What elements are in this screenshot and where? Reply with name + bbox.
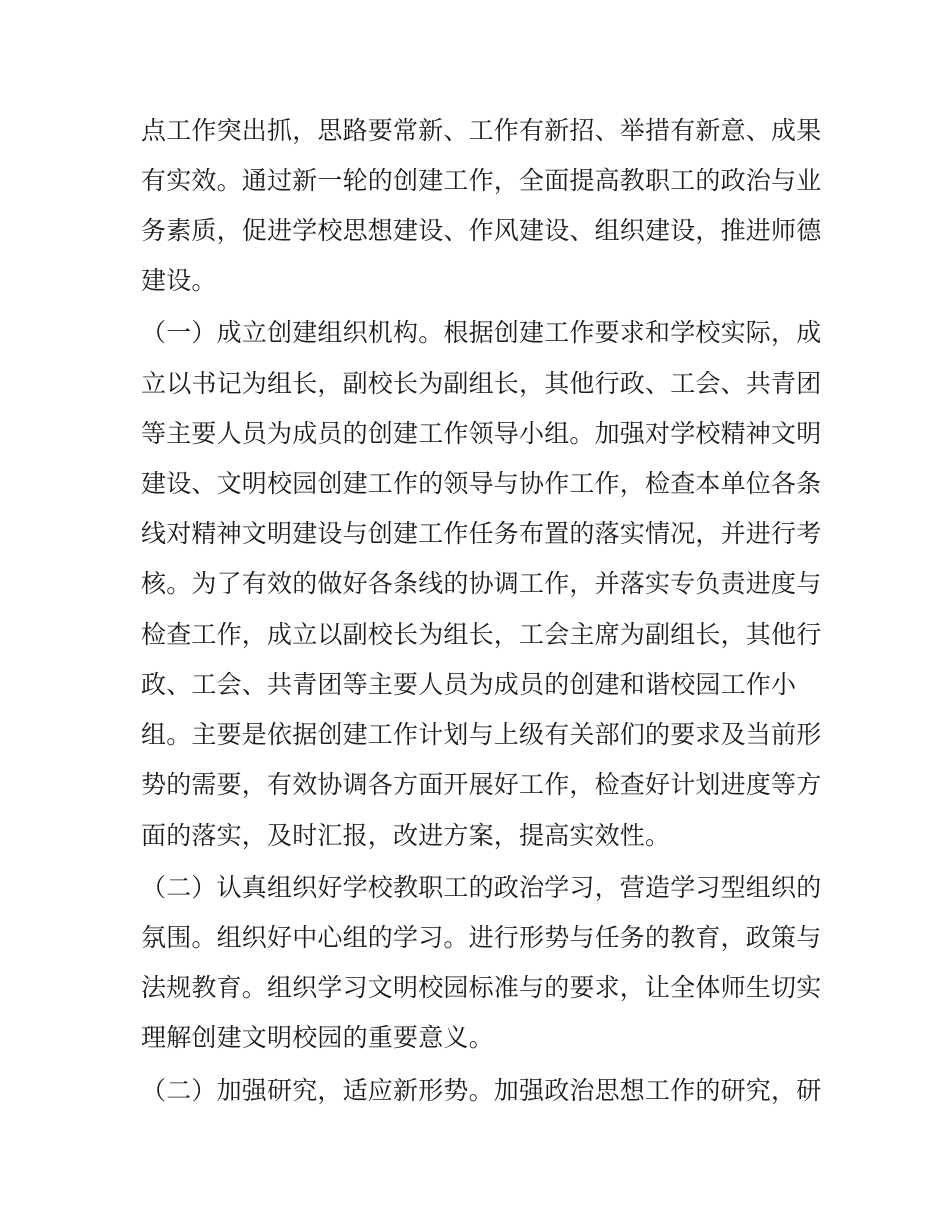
text-line: 有实效。通过新一轮的创建工作，全面提高教职工的政治与业 [141,166,822,195]
text-line: 理解创建文明校园的重要意义。 [141,1023,494,1052]
text-line: 势的需要，有效协调各方面开展好工作，检查好计划进度等方 [141,770,822,799]
text-line: 检查工作，成立以副校长为组长，工会主席为副组长，其他行 [141,620,822,649]
text-line: 务素质，促进学校思想建设、作风建设、组织建设，推进师德 [141,216,822,245]
text-line: 面的落实，及时汇报，改进方案，提高实效性。 [141,821,671,850]
text-line: 氛围。组织好中心组的学习。进行形势与任务的教育，政策与 [141,923,822,952]
text-line: 等主要人员为成员的创建工作领导小组。加强对学校精神文明 [141,419,822,448]
text-line: 点工作突出抓，思路要常新、工作有新招、举措有新意、成果 [141,116,822,145]
paragraph-heading-line: （二）认真组织好学校教职工的政治学习，营造学习型组织的 [141,873,822,902]
paragraph-heading-line: （一）成立创建组织机构。根据创建工作要求和学校实际，成 [141,318,822,347]
text-line: 线对精神文明建设与创建工作任务布置的落实情况，并进行考 [141,519,822,548]
text-line: 组。主要是依据创建工作计划与上级有关部们的要求及当前形 [141,720,822,749]
text-line: 立以书记为组长，副校长为副组长，其他行政、工会、共青团 [141,369,822,398]
text-line: 法规教育。组织学习文明校园标准与的要求，让全体师生切实 [141,973,822,1002]
text-line: 政、工会、共青团等主要人员为成员的创建和谐校园工作小 [141,670,797,699]
text-line: 建设。 [141,266,217,295]
text-line: 核。为了有效的做好各条线的协调工作，并落实专负责进度与 [141,569,822,598]
text-line: 建设、文明校园创建工作的领导与协作工作，检查本单位各条 [141,469,822,498]
paragraph-heading-line: （二）加强研究，适应新形势。加强政治思想工作的研究，研 [141,1076,822,1105]
